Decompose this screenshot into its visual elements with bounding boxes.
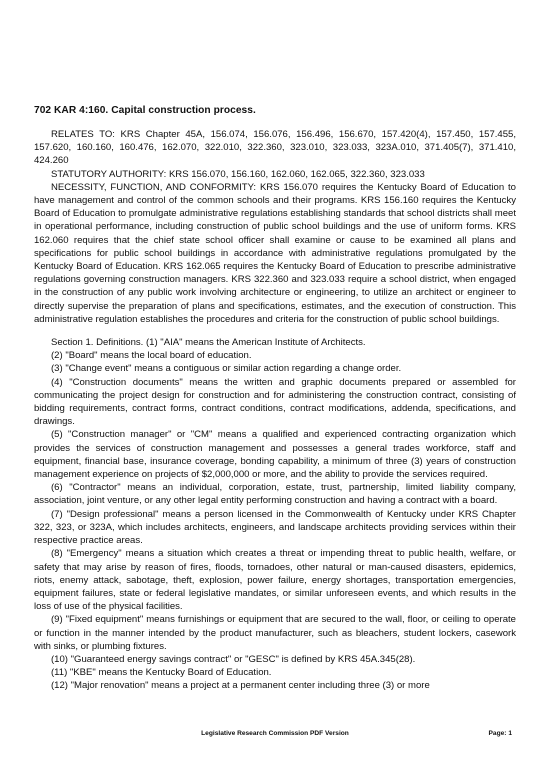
page-footer bbox=[0, 728, 550, 740]
definition-design-professional: (7) "Design professional" means a person licensed in the Commonwealth of Kentucky under KRS Chapter 322, 323, or 323A, which includes architects, engineers, and landscape architects providing services within their respective practice areas. bbox=[34, 508, 516, 547]
definition-gesc: (10) "Guaranteed energy savings contract" or "GESC" is defined by KRS 45A.345(28). bbox=[51, 653, 416, 665]
footer-source: Legislative Research Commission PDF Version bbox=[201, 730, 349, 737]
relates-to-paragraph: RELATES TO: KRS Chapter 45A, 156.074, 156.076, 156.496, 156.670, 157.420(4), 157.450, 157.455, 157.620, 160.160, 160.476, 162.070, 322.010, 322.360, 323.010, 323.033, 323A.010, 371.405(7), 371.410, 424.260 bbox=[34, 129, 516, 167]
definition-board: (2) "Board" means the local board of education. bbox=[51, 350, 252, 362]
page-title: 702 KAR 4:160. Capital construction process. bbox=[34, 105, 256, 116]
section-1-heading-paragraph: Section 1. Definitions. (1) "AIA" means the American Institute of Architects. bbox=[51, 337, 366, 349]
definition-kbe: (11) "KBE" means the Kentucky Board of Education. bbox=[51, 667, 272, 679]
document-page bbox=[34, 104, 516, 693]
definition-major-renovation: (12) "Major renovation" means a project at a permanent center including three (3) or more bbox=[51, 680, 430, 692]
definition-change-event: (3) "Change event" means a contiguous or similar action regarding a change order. bbox=[51, 363, 402, 375]
footer-page-number: Page: 1 bbox=[488, 730, 512, 737]
section-gap bbox=[34, 326, 516, 336]
definition-fixed-equipment: (9) "Fixed equipment" means furnishings or equipment that are secured to the wall, floor, or ceiling to operate or function in the manner intended by the product manufacturer, such as bleachers, student lockers, casework with sinks, or plumbing fixtures. bbox=[34, 614, 516, 652]
definition-emergency: (8) "Emergency" means a situation which creates a threat or impending threat to public health, welfare, or safety that may arise by reason of fires, floods, tornadoes, other natural or man-caused disasters, epidemics, riots, enemy attack, sabotage, theft, explosion, power failure, energy shortages, transportation emergencies, equipment failures, state or federal legislative mandates, or similar unforeseen events, and which results in the loss of use of the physical facilities. bbox=[34, 548, 516, 613]
definition-construction-manager: (5) "Construction manager" or "CM" means a qualified and experienced contracting organization which provides the services of construction management and possesses a general trades workforce, staff and equipment, financial base, insurance coverage, bonding capability, a minimum of three (3) years of construction management experience on projects of $2,000,000 or more, and the ability to provide the services required. bbox=[34, 429, 516, 481]
necessity-paragraph: NECESSITY, FUNCTION, AND CONFORMITY: KRS 156.070 requires the Kentucky Board of Education to have management and control of the common schools and their programs. KRS 156.160 requires the Kentucky Board of Education to promulgate administrative regulations establishing standards that school districts shall meet in operational performance, including construction of public school buildings and the use of uniform forms. KRS 162.060 requires that the chief state school officer shall examine or cause to be examined all plans and specifications for public school buildings in accordance with administrative regulations promulgated by the Kentucky Board of Education. KRS 162.065 requires the Kentucky Board of Education to prescribe administrative regulations governing construction managers. KRS 322.360 and 323.033 require a school district, when engaged in the construction of any public work involving architecture or engineering, to utilize an architect or engineer to directly supervise the preparation of plans and specifications, estimates, and the execution of construction. This administrative regulation establishes the procedures and criteria for the construction of public school buildings. bbox=[34, 181, 516, 325]
statutory-authority-paragraph: STATUTORY AUTHORITY: KRS 156.070, 156.160, 162.060, 162.065, 322.360, 323.033 bbox=[51, 168, 425, 180]
definition-contractor: (6) "Contractor" means an individual, corporation, estate, trust, partnership, limited liability company, association, joint venture, or any other legal entity performing construction and having a contract with a board. bbox=[34, 482, 516, 507]
definition-construction-documents: (4) "Construction documents" means the written and graphic documents prepared or assembled for communicating the project design for construction and for administering the construction contract, consisting of bidding requirements, contract forms, contract conditions, contract modifications, addenda, specifications, and drawings. bbox=[34, 376, 516, 428]
